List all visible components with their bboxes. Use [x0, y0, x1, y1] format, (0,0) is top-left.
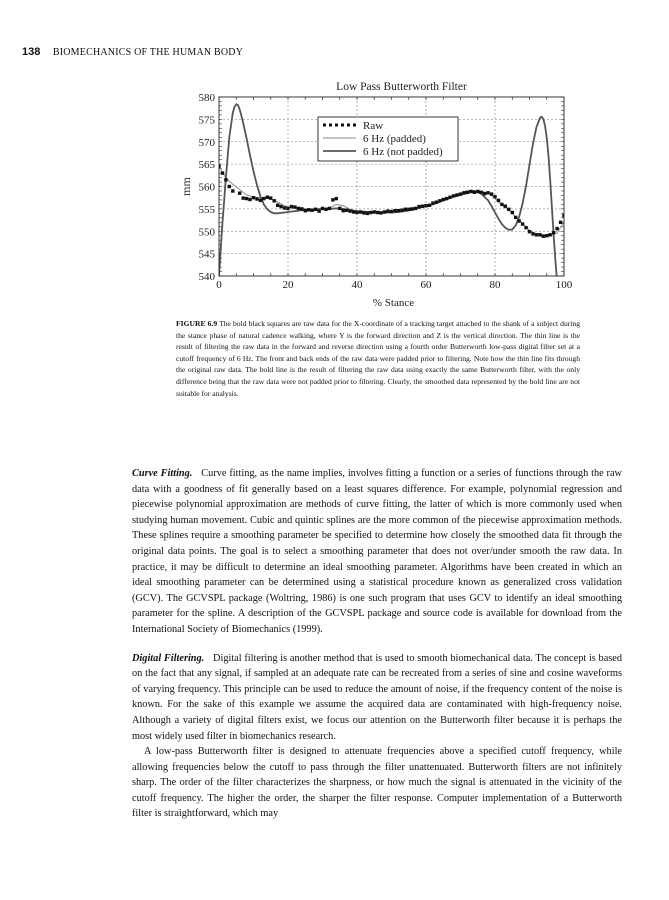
raw-data-point [438, 199, 441, 202]
raw-data-point [559, 221, 562, 224]
raw-data-point [448, 196, 451, 199]
paragraph-butterworth [132, 744, 622, 822]
figure-caption-text: The bold black squares are raw data for the X-coordinate of a tracking target attached to the shank of a subject during the stance phase of natural cadence walking, where Y is the forward direction and Z is the vertical direction. The thin line is the result of filtering the raw data in the forward and reverse direction using a fourth order Butterworth low-pass digital filter set at a cutoff frequency of 6 Hz. The front and back ends of the raw data were padded prior to filtering. Note how the thin line fits through the original raw data. The bold line is the result of filtering the raw data using exactly the same Butterworth filter, with the only difference being that the raw data were not padded prior to filtering. Clearly, the smoothed data represented by the bold line are not suitable for analysis. [176, 319, 580, 398]
raw-data-point [293, 205, 296, 208]
y-tick-label: 575 [198, 114, 215, 127]
page-number: 138 [22, 46, 41, 58]
raw-data-point [445, 197, 448, 200]
raw-data-point [276, 204, 279, 207]
raw-data-point [279, 205, 282, 208]
raw-data-point [469, 190, 472, 193]
raw-data-point [369, 211, 372, 214]
raw-data-point [414, 207, 417, 210]
butterworth-text: A low-pass Butterworth filter is designed to attenuate frequencies above a specified cutoff frequency, while allowing frequencies below the cutoff to pass through the filter unattenuated. Butterworth filters are not infinitely sharp. The order of the filter characterizes the sharpness, or how much the signal is attenuated in the vicinity of the cutoff frequency. The higher the order, the sharper the filter response. Computer implementation of a Butterworth filter is straightforward, which may [132, 746, 622, 820]
raw-data-point [431, 201, 434, 204]
raw-data-point [321, 207, 324, 210]
legend-label-padded: 6 Hz (padded) [363, 133, 426, 145]
paragraph-curve-fitting [132, 466, 622, 638]
raw-data-point [311, 209, 314, 212]
raw-data-point [393, 209, 396, 212]
raw-data-point [538, 233, 541, 236]
y-tick-label: 545 [198, 248, 215, 261]
curve-fitting-text: Curve fitting, as the name implies, involves fitting a function or a series of functions through the raw data with a goodness of fit generally based on a least squares difference. For example, polynomial regression and piecewise polynomial approximation are methods of curve fitting, the latter of which is more commonly used when studying human movement. Cubic and quintic splines are the more common of the piecewise approximation methods. These splines require a smoothing parameter be specified to determine how closely the smoothed data fit through the original data points. The goal is to select a smoothing parameter that does not over/under smooth the raw data. In practice, it may be difficult to determine an ideal smoothing parameter. Algorithms have been created in which an ideal smoothing parameter can be determined using a statistical procedure known as generalized cross validation (GCV). The GCVSPL package (Woltring, 1986) is one such program that uses GCV to identify an ideal smoothing parameter for the spline. A description of the GCVSPL package and source code is available for download from the International Society of Biomechanics (1999). [132, 468, 622, 635]
y-tick-label: 550 [198, 226, 215, 239]
raw-data-point [297, 207, 300, 210]
raw-data-point [362, 211, 365, 214]
raw-data-point [328, 207, 331, 210]
y-tick-label: 560 [198, 181, 215, 194]
raw-data-point [338, 207, 341, 210]
raw-data-point [231, 189, 234, 192]
y-tick-label: 555 [198, 203, 215, 216]
raw-data-point [521, 222, 524, 225]
x-tick-label: 0 [216, 279, 222, 291]
raw-data-point [335, 197, 338, 200]
raw-data-point [545, 234, 548, 237]
running-head [22, 46, 243, 58]
running-title: BIOMECHANICS OF THE HUMAN BODY [52, 47, 244, 58]
raw-data-point [500, 203, 503, 206]
raw-data-point [366, 212, 369, 215]
raw-data-point [480, 191, 483, 194]
raw-data-point [242, 196, 245, 199]
raw-data-point [476, 190, 479, 193]
x-tick-label: 60 [420, 279, 432, 291]
raw-data-point [300, 207, 303, 210]
raw-data-point [424, 204, 427, 207]
raw-data-point [397, 209, 400, 212]
raw-data-point [466, 191, 469, 194]
raw-data-point [352, 210, 355, 213]
figure-label: FIGURE 6.9 [176, 319, 218, 328]
raw-data-point [255, 197, 258, 200]
raw-data-point [504, 205, 507, 208]
raw-data-point [542, 235, 545, 238]
raw-data-point [262, 197, 265, 200]
raw-data-point [549, 233, 552, 236]
paragraph-digital-filtering [132, 651, 622, 745]
butterworth-chart [160, 72, 580, 312]
raw-data-point [535, 233, 538, 236]
raw-data-point [348, 209, 351, 212]
y-axis-label: mm [179, 177, 193, 196]
raw-data-point [345, 209, 348, 212]
raw-data-point [324, 208, 327, 211]
raw-data-point [379, 211, 382, 214]
raw-data-point [359, 210, 362, 213]
chart-title: Low Pass Butterworth Filter [336, 81, 467, 93]
series-line-6hz-padded [219, 166, 564, 235]
x-axis-label: % Stance [372, 297, 415, 309]
raw-data-point [455, 193, 458, 196]
raw-data-point [507, 208, 510, 211]
heading-digital-filtering: Digital Filtering. [132, 652, 205, 664]
raw-data-point [514, 216, 517, 219]
raw-data-point [383, 210, 386, 213]
raw-data-point [342, 209, 345, 212]
raw-data-point [452, 194, 455, 197]
raw-data-point [442, 198, 445, 201]
raw-data-point [411, 207, 414, 210]
x-tick-label: 20 [282, 279, 294, 291]
raw-data-point [428, 204, 431, 207]
raw-data-point [459, 192, 462, 195]
raw-data-point [290, 205, 293, 208]
raw-data-point [493, 195, 496, 198]
raw-data-point [355, 211, 358, 214]
legend-label-not-padded: 6 Hz (not padded) [363, 146, 443, 158]
raw-data-point [555, 227, 558, 230]
raw-data-point [417, 205, 420, 208]
raw-data-point [435, 201, 438, 204]
raw-data-point [238, 192, 241, 195]
raw-data-point [283, 206, 286, 209]
heading-curve-fitting: Curve Fitting. [132, 468, 193, 479]
x-tick-label: 100 [555, 279, 573, 291]
raw-data-point [373, 210, 376, 213]
y-tick-label: 570 [198, 136, 215, 149]
raw-data-point [221, 171, 224, 174]
raw-data-point [511, 211, 514, 214]
raw-data-point [228, 185, 231, 188]
raw-data-point [524, 226, 527, 229]
raw-data-point [317, 209, 320, 212]
y-tick-label: 540 [198, 271, 215, 283]
raw-data-point [224, 178, 227, 181]
figure-caption [176, 318, 580, 399]
raw-data-point [386, 209, 389, 212]
raw-data-point [314, 208, 317, 211]
raw-data-point [400, 209, 403, 212]
raw-data-point [248, 198, 251, 201]
raw-data-point [390, 210, 393, 213]
y-tick-label: 565 [198, 159, 215, 172]
raw-data-point [473, 191, 476, 194]
raw-data-point [486, 191, 489, 194]
raw-data-point [462, 191, 465, 194]
raw-data-point [252, 196, 255, 199]
raw-data-point [404, 208, 407, 211]
raw-data-point [269, 196, 272, 199]
x-tick-label: 40 [351, 279, 363, 291]
raw-data-point [490, 192, 493, 195]
digital-filtering-text: Digital filtering is another method that is used to smooth biomechanical data. The concept is based on the fact that any signal, if sampled at an adequate rate can be recreated from a series of sine and cosine waveforms of varying frequency. This principle can be used to reduce the amount of noise, if the frequency content of the noise is known. For the sake of this example we assume the acquired data are contaminated with high-frequency noise. Although a variety of digital filters exist, we focus our attention on the Butterworth filter because it is perhaps the most widely used filter in biomechanics research. [132, 652, 623, 742]
raw-data-point [273, 199, 276, 202]
raw-data-point [376, 211, 379, 214]
raw-data-point [531, 232, 534, 235]
raw-data-point [528, 230, 531, 233]
x-tick-label: 80 [489, 279, 501, 291]
raw-data-point [497, 199, 500, 202]
raw-data-point [286, 207, 289, 210]
raw-data-point [259, 199, 262, 202]
body-text [132, 466, 622, 822]
raw-data-point [304, 209, 307, 212]
raw-data-point [245, 197, 248, 200]
raw-data-point [266, 196, 269, 199]
raw-data-point [421, 205, 424, 208]
raw-data-point [331, 198, 334, 201]
y-tick-label: 580 [198, 92, 215, 104]
raw-data-point [307, 208, 310, 211]
raw-data-point [552, 231, 555, 234]
raw-data-point [407, 208, 410, 211]
raw-data-point [483, 192, 486, 195]
raw-data-point [517, 219, 520, 222]
legend-label-raw: Raw [363, 120, 384, 132]
